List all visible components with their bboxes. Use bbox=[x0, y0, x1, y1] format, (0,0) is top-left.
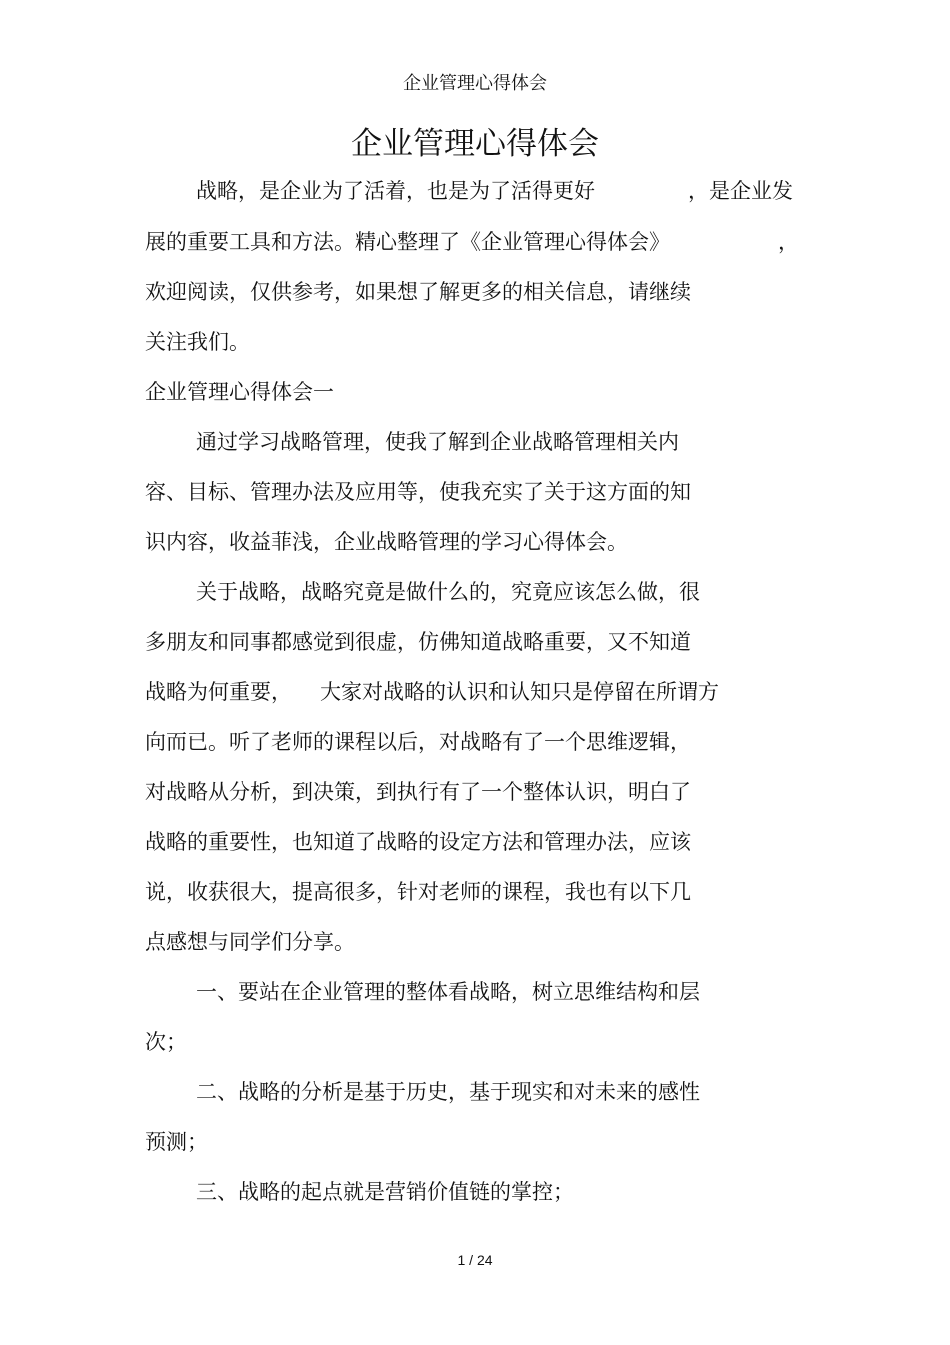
paragraph-line: 战略为何重要， bbox=[145, 680, 292, 704]
paragraph-line: 容、目标、管理办法及应用等，使我充实了关于这方面的知 bbox=[145, 480, 691, 504]
paragraph-line: 关注我们。 bbox=[145, 330, 250, 354]
paragraph-line: ，是企业发 bbox=[688, 179, 793, 203]
running-header: 企业管理心得体会 bbox=[403, 73, 547, 94]
paragraph-line: 向而已。听了老师的课程以后，对战略有了一个思维逻辑， bbox=[145, 730, 691, 754]
list-item: 预测； bbox=[145, 1130, 208, 1154]
list-item: 三、战略的起点就是营销价值链的掌控； bbox=[196, 1180, 574, 1204]
paragraph-line: 对战略从分析，到决策，到执行有了一个整体认识，明白了 bbox=[145, 780, 691, 804]
paragraph-line: 关于战略，战略究竟是做什么的，究竟应该怎么做，很 bbox=[196, 580, 700, 604]
section-heading: 企业管理心得体会一 bbox=[145, 380, 334, 404]
paragraph-line: 说，收获很大，提高很多，针对老师的课程，我也有以下几 bbox=[145, 880, 691, 904]
paragraph-line: 展的重要工具和方法。精心整理了《企业管理心得体会》 bbox=[145, 230, 670, 254]
paragraph-line: 战略的重要性，也知道了战略的设定方法和管理办法，应该 bbox=[145, 830, 691, 854]
page-number: 1 / 24 bbox=[457, 1252, 493, 1268]
paragraph-line: 识内容，收益菲浅，企业战略管理的学习心得体会。 bbox=[145, 530, 628, 554]
list-item: 一、要站在企业管理的整体看战略，树立思维结构和层 bbox=[196, 980, 700, 1004]
paragraph-line: 大家对战略的认识和认知只是停留在所谓方 bbox=[320, 680, 719, 704]
paragraph-line: 通过学习战略管理，使我了解到企业战略管理相关内 bbox=[196, 430, 679, 454]
list-item: 二、战略的分析是基于历史，基于现实和对未来的感性 bbox=[196, 1080, 700, 1104]
paragraph-line: ， bbox=[778, 230, 799, 254]
list-item: 次； bbox=[145, 1030, 187, 1054]
document-title: 企业管理心得体会 bbox=[351, 126, 599, 162]
paragraph-line: 欢迎阅读，仅供参考，如果想了解更多的相关信息，请继续 bbox=[145, 280, 691, 304]
paragraph-line: 战略，是企业为了活着，也是为了活得更好 bbox=[196, 179, 595, 203]
paragraph-line: 多朋友和同事都感觉到很虚，仿佛知道战略重要，又不知道 bbox=[145, 630, 691, 654]
paragraph-line: 点感想与同学们分享。 bbox=[145, 930, 355, 954]
